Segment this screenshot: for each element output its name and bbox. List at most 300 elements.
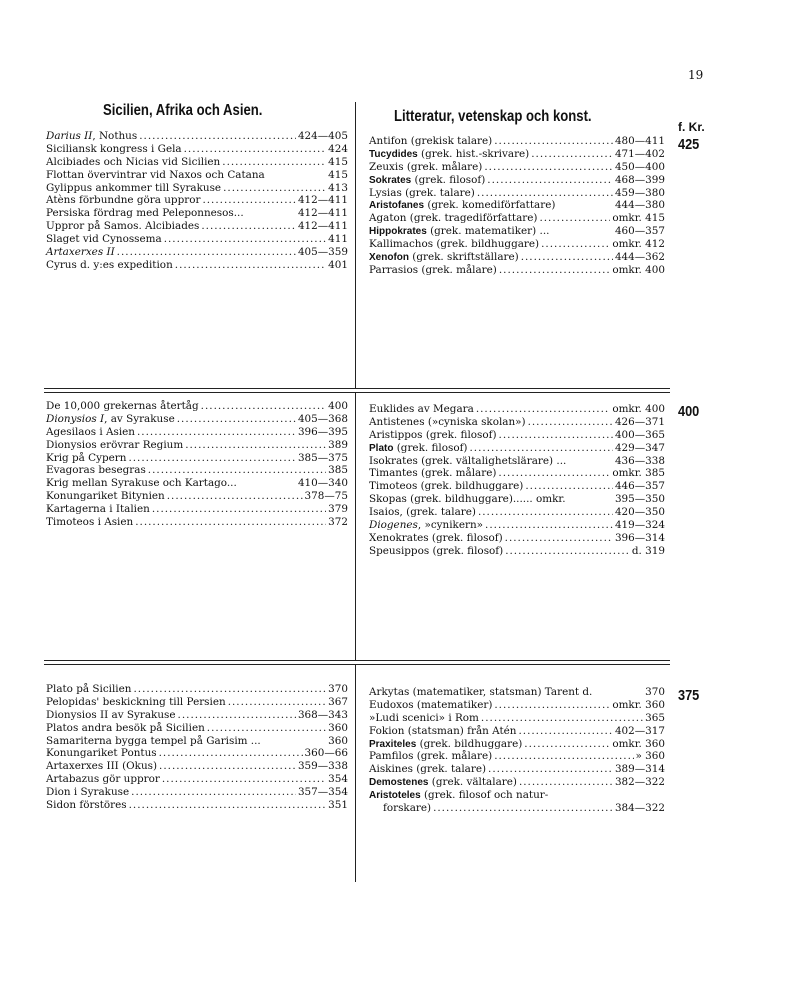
event-entry <box>46 439 348 452</box>
leader-dots <box>148 464 326 477</box>
person-name <box>369 238 539 251</box>
leader-dots <box>494 135 613 148</box>
person-entry <box>369 174 665 187</box>
person-date: omkr. 400 <box>612 403 665 415</box>
leader-dots <box>541 238 610 251</box>
event-date: 368—343 <box>297 708 348 721</box>
leader-dots <box>177 413 296 426</box>
leader-dots <box>223 182 326 195</box>
event-name <box>46 413 175 426</box>
person-description: Speusippos (grek. filosof) <box>369 544 504 557</box>
person-entry <box>369 161 665 174</box>
leader-dots <box>159 760 296 773</box>
leader-dots <box>133 683 326 696</box>
event-entry <box>46 735 348 748</box>
person-date: 370 <box>645 686 665 698</box>
person-entry <box>369 686 665 699</box>
person-date: 396—314 <box>614 531 665 544</box>
leader-dots <box>175 259 326 272</box>
event-entry <box>46 683 348 696</box>
event-date: 415 <box>328 155 348 168</box>
person-entry <box>369 212 665 225</box>
person-date: 450—400 <box>614 160 665 173</box>
left-entries <box>46 130 348 272</box>
event-entry <box>46 503 348 516</box>
person-name <box>369 225 549 239</box>
section-divider <box>44 660 670 661</box>
leader-dots <box>476 403 611 416</box>
event-date: 424 <box>328 142 348 155</box>
person-date: 384—322 <box>614 802 665 815</box>
leader-dots <box>524 738 610 751</box>
person-entry <box>369 763 665 776</box>
event-date: 385 <box>328 464 348 477</box>
person-entry <box>369 802 665 815</box>
event-entry <box>46 143 348 156</box>
event-name-rest: , av Syrakuse <box>104 412 175 425</box>
event-name: Evagoras besegras <box>46 464 146 477</box>
person-entry <box>369 187 665 200</box>
person-date: 471—402 <box>614 147 665 160</box>
leader-dots <box>505 532 613 545</box>
leader-dots <box>477 187 613 200</box>
leader-dots <box>531 148 613 161</box>
event-name-rest: , Nothus <box>92 130 138 142</box>
leader-dots <box>222 156 326 169</box>
person-name <box>369 161 482 174</box>
leader-dots <box>488 763 613 776</box>
person-entry <box>369 455 665 468</box>
page-number: 19 <box>688 68 704 82</box>
leader-dots <box>167 490 303 503</box>
event-name: Timoteos i Asien <box>46 516 134 529</box>
leader-dots <box>499 264 610 277</box>
person-date: » 360 <box>635 750 665 763</box>
event-date: 405—368 <box>297 412 348 425</box>
person-description: (grek. skriftställare) <box>409 251 519 264</box>
person-name <box>369 776 517 790</box>
leader-dots <box>162 773 326 786</box>
person-description: forskare) <box>383 802 432 815</box>
event-name: Cyrus d. y:es expedition <box>46 258 173 271</box>
person-description: (grek. matematiker) ... <box>426 225 550 238</box>
leader-dots <box>117 246 296 259</box>
person-description: Timoteos (grek. bildhuggare) <box>369 480 524 493</box>
event-name: Konungariket Bitynien <box>46 490 165 503</box>
person-entry <box>369 506 665 519</box>
person-entry <box>369 238 665 251</box>
event-name: Platos andra besök på Sicilien <box>46 721 205 734</box>
leader-dots <box>137 426 296 439</box>
person-description: Antifon (grekisk talare) <box>369 135 493 147</box>
person-description: Isaios, (grek. talare) <box>369 506 476 519</box>
event-name: Slaget vid Cynossema <box>46 233 162 246</box>
leader-dots <box>139 130 296 143</box>
event-date: 415 <box>328 168 348 181</box>
person-date: 402—317 <box>614 724 665 737</box>
person-date: 480—411 <box>614 135 665 147</box>
person-date: 444—362 <box>614 251 665 264</box>
person-bold-name: Demostenes <box>369 777 429 789</box>
person-description: Timantes (grek. målare) <box>369 467 497 480</box>
event-name: De 10,000 grekernas återtåg <box>46 400 199 412</box>
column-divider <box>355 664 356 882</box>
person-date: 436—338 <box>614 454 665 467</box>
event-name: Konungariket Pontus <box>46 747 157 760</box>
person-description: (grek. filosof och natur- <box>420 789 549 802</box>
leader-dots <box>518 725 612 738</box>
person-description: Xenokrates (grek. filosof) <box>369 531 503 544</box>
person-description: Kallimachos (grek. bildhuggare) <box>369 238 540 251</box>
leader-dots <box>135 516 326 529</box>
leader-dots <box>487 174 613 187</box>
event-name: Persiska fördrag med Peleponnesos... <box>46 207 244 220</box>
leader-dots <box>499 429 613 442</box>
ruler-name: Dionysios I <box>46 412 105 425</box>
person-name <box>369 416 526 429</box>
person-name <box>369 712 479 725</box>
event-entry <box>46 490 348 503</box>
event-name: Gylippus ankommer till Syrakuse <box>46 181 222 194</box>
person-name <box>369 763 486 776</box>
person-name <box>369 493 566 506</box>
event-entry <box>46 452 348 465</box>
event-entry <box>46 722 348 735</box>
event-date: 396—395 <box>297 425 348 438</box>
event-entry <box>46 207 348 220</box>
event-name: Alcibiades och Nicias vid Sicilien <box>46 155 221 168</box>
person-bold-name: Aristofanes <box>369 200 425 212</box>
person-date: 468—399 <box>614 173 665 186</box>
event-name: Kartagerna i Italien <box>46 503 150 516</box>
person-description: Euklides av Megara <box>369 403 474 415</box>
person-date: 400—365 <box>614 428 665 441</box>
right-entries <box>369 403 665 558</box>
person-date: 419—324 <box>614 519 665 532</box>
leader-dots <box>494 699 610 712</box>
person-entry <box>369 429 665 442</box>
event-name: Artaxerxes II <box>46 246 115 259</box>
event-entry <box>46 246 348 259</box>
person-entry <box>369 776 665 789</box>
left-entries <box>46 400 348 529</box>
person-entry <box>369 493 665 506</box>
event-date: 412—411 <box>297 207 348 220</box>
left-entries <box>46 683 348 812</box>
leader-dots <box>185 439 326 452</box>
right-column-header: Litteratur, vetenskap och konst. <box>394 108 592 125</box>
column-divider <box>355 102 356 388</box>
person-date: 389—314 <box>614 763 665 776</box>
person-date: omkr. 360 <box>612 698 665 711</box>
right-entries <box>369 135 665 277</box>
left-column-header: Sicilien, Afrika och Asien. <box>103 102 263 119</box>
leader-dots <box>484 161 613 174</box>
event-entry <box>46 786 348 799</box>
leader-dots <box>505 545 630 558</box>
event-date: 389 <box>328 438 348 451</box>
person-date: omkr. 415 <box>612 212 665 225</box>
leader-dots <box>178 709 296 722</box>
person-bold-name: Xenofon <box>369 252 409 264</box>
person-entry <box>369 750 665 763</box>
event-date: 401 <box>328 258 348 271</box>
person-date: 365 <box>645 711 665 724</box>
person-description <box>369 519 483 531</box>
event-entry <box>46 709 348 722</box>
leader-dots <box>469 442 612 455</box>
person-name <box>369 212 537 225</box>
event-date: 367 <box>328 695 348 708</box>
event-date: 360 <box>328 721 348 734</box>
person-name <box>369 506 476 519</box>
person-entry <box>369 480 665 493</box>
person-date: 460—357 <box>614 225 665 238</box>
event-name: Sidon förstöres <box>46 799 127 812</box>
person-entry <box>369 148 665 161</box>
event-date: 400 <box>328 400 348 412</box>
person-name <box>369 455 566 468</box>
ruler-name: Darius II <box>46 130 93 142</box>
leader-dots <box>478 506 613 519</box>
person-description: (grek. filosof) <box>393 441 468 454</box>
event-date: 351 <box>328 799 348 812</box>
person-date: omkr. 412 <box>612 238 665 251</box>
person-description: Lysias (grek. talare) <box>369 186 475 199</box>
person-date: 429—347 <box>614 441 665 454</box>
leader-dots <box>131 786 296 799</box>
leader-dots <box>528 416 613 429</box>
person-description: (grek. komediförfattare) <box>424 199 556 212</box>
person-description: Fokion (statsman) från Atén <box>369 724 517 737</box>
leader-dots <box>128 452 296 465</box>
event-entry <box>46 773 348 786</box>
section-divider <box>44 664 670 665</box>
person-name <box>383 802 431 815</box>
person-bold-name: Sokrates <box>369 174 412 186</box>
person-date: d. 319 <box>631 544 665 557</box>
event-date: 378—75 <box>304 490 348 503</box>
person-entry <box>369 725 665 738</box>
person-entry <box>369 199 665 212</box>
event-name: Siciliansk kongress i Gela <box>46 142 182 155</box>
person-entry <box>369 135 665 148</box>
event-name: Flottan övervintrar vid Naxos och Catana <box>46 168 265 181</box>
person-name <box>369 467 496 480</box>
person-description: Antistenes (»cyniska skolan») <box>369 415 526 428</box>
person-name <box>369 174 485 188</box>
leader-dots <box>433 802 613 815</box>
event-date: 405—359 <box>297 246 348 259</box>
event-name: Artaxerxes III (Okus) <box>46 760 158 773</box>
person-description: , »cynikern» <box>417 519 484 532</box>
event-name: Pelopidas' beskickning till Persien <box>46 695 226 708</box>
event-entry <box>46 799 348 812</box>
right-entries <box>369 686 665 815</box>
event-date: 354 <box>328 773 348 786</box>
person-entry <box>369 699 665 712</box>
event-date: 360—66 <box>304 747 348 760</box>
person-name <box>369 699 492 712</box>
leader-dots <box>525 480 613 493</box>
person-description: (grek. bildhuggare) <box>416 737 523 750</box>
person-date: 444—380 <box>614 199 665 212</box>
event-entry <box>46 400 348 413</box>
event-entry <box>46 220 348 233</box>
event-date: 357—354 <box>297 786 348 799</box>
event-date: 412—411 <box>297 220 348 233</box>
leader-dots <box>228 696 326 709</box>
event-entry <box>46 516 348 529</box>
person-date: 446—357 <box>614 480 665 493</box>
leader-dots <box>164 233 326 246</box>
person-description: Arkytas (matematiker, statsman) Tarent d. <box>369 686 593 698</box>
person-date: 395—350 <box>614 493 665 506</box>
event-date: 424—405 <box>297 130 348 142</box>
event-name: Dionysios erövrar Regium <box>46 438 184 451</box>
person-name <box>369 199 555 213</box>
person-bold-name: Praxiteles <box>369 738 417 750</box>
person-date: omkr. 400 <box>612 263 665 276</box>
person-description: (grek. hist.-skrivare) <box>417 147 530 160</box>
event-name: Uppror på Samos. Alcibiades <box>46 220 200 233</box>
person-date: 459—380 <box>614 186 665 199</box>
person-entry <box>369 442 665 455</box>
event-name <box>46 130 137 143</box>
person-date: omkr. 360 <box>612 737 665 750</box>
person-description: (grek. vältalare) <box>428 776 517 789</box>
event-date: 410—340 <box>297 477 348 490</box>
person-name <box>369 187 475 200</box>
person-entry <box>369 467 665 480</box>
event-entry <box>46 130 348 143</box>
person-description: »Ludi scenici» i Rom <box>369 711 479 724</box>
person-date: omkr. 385 <box>612 467 665 480</box>
person-name <box>369 686 592 699</box>
section-divider <box>44 392 670 393</box>
leader-dots <box>207 722 326 735</box>
column-divider <box>355 392 356 660</box>
leader-dots <box>485 519 613 532</box>
person-entry <box>369 738 665 751</box>
person-entry <box>369 519 665 532</box>
event-date: 372 <box>328 516 348 529</box>
person-description: Zeuxis (grek. målare) <box>369 160 483 173</box>
event-entry <box>46 464 348 477</box>
person-description: Agaton (grek. tragediförfattare) <box>369 212 538 225</box>
leader-dots <box>201 220 296 233</box>
event-date: 385—375 <box>297 451 348 464</box>
person-date: 382—322 <box>614 776 665 789</box>
person-date: 420—350 <box>614 506 665 519</box>
person-entry <box>369 403 665 416</box>
person-name <box>369 519 483 532</box>
person-entry <box>369 251 665 264</box>
person-entry <box>369 532 665 545</box>
era-label: f. Kr. <box>678 120 705 134</box>
person-bold-name: Tucydides <box>369 148 418 160</box>
leader-dots <box>201 400 327 413</box>
person-name <box>369 480 523 493</box>
person-description: (grek. filosof) <box>411 173 486 186</box>
person-entry <box>369 789 665 802</box>
event-name: Dion i Syrakuse <box>46 786 130 799</box>
leader-dots <box>129 799 327 812</box>
person-description: Pamfilos (grek. målare) <box>369 750 493 763</box>
event-name: Artabazus gör uppror <box>46 773 160 786</box>
person-name <box>369 148 529 162</box>
section-divider <box>44 388 670 389</box>
leader-dots <box>521 251 613 264</box>
person-description: Skopas (grek. bildhuggare)...... omkr. <box>369 493 566 506</box>
event-date: 359—338 <box>297 760 348 773</box>
leader-dots <box>539 212 610 225</box>
event-entry <box>46 426 348 439</box>
leader-dots <box>159 747 303 760</box>
event-entry <box>46 477 348 490</box>
person-description: Parrasios (grek. målare) <box>369 263 497 276</box>
person-name <box>369 442 467 456</box>
person-name <box>369 429 497 442</box>
person-entry <box>369 545 665 558</box>
person-name <box>369 750 492 763</box>
person-name <box>369 403 474 416</box>
leader-dots <box>152 503 326 516</box>
leader-dots <box>498 467 610 480</box>
event-entry <box>46 233 348 246</box>
event-name: Atèns förbundne göra uppror <box>46 194 201 207</box>
year-marker: 400 <box>678 403 700 420</box>
year-marker: 425 <box>678 136 700 153</box>
event-date: 370 <box>328 683 348 695</box>
event-name: Samariterna bygga tempel på Garisim ... <box>46 734 261 747</box>
person-description: Aristippos (grek. filosof) <box>369 428 497 441</box>
event-name: Dionysios II av Syrakuse <box>46 708 176 721</box>
event-entry <box>46 156 348 169</box>
person-description: Aiskines (grek. talare) <box>369 763 487 776</box>
event-date: 360 <box>328 734 348 747</box>
person-bold-name: Plato <box>369 442 394 454</box>
person-date: 426—371 <box>614 415 665 428</box>
event-entry <box>46 747 348 760</box>
event-date: 379 <box>328 503 348 516</box>
event-entry <box>46 259 348 272</box>
event-name: Krig på Cypern <box>46 451 127 464</box>
event-date: 411 <box>328 233 348 246</box>
year-marker: 375 <box>678 687 700 704</box>
person-name <box>369 264 497 277</box>
person-entry <box>369 264 665 277</box>
leader-dots <box>202 194 296 207</box>
person-entry <box>369 416 665 429</box>
person-name <box>369 532 503 545</box>
person-entry <box>369 712 665 725</box>
person-entry <box>369 225 665 238</box>
person-name <box>369 725 516 738</box>
event-entry <box>46 169 348 182</box>
leader-dots <box>184 143 327 156</box>
event-entry <box>46 194 348 207</box>
event-name: Krig mellan Syrakuse och Kartago... <box>46 477 237 490</box>
person-italic-name: Diogenes <box>369 519 418 532</box>
person-name <box>369 251 519 265</box>
person-name <box>369 545 503 558</box>
leader-dots <box>481 712 643 725</box>
event-entry <box>46 760 348 773</box>
person-name <box>369 789 548 803</box>
person-bold-name: Hippokrates <box>369 226 427 238</box>
event-date: 412—411 <box>297 194 348 207</box>
